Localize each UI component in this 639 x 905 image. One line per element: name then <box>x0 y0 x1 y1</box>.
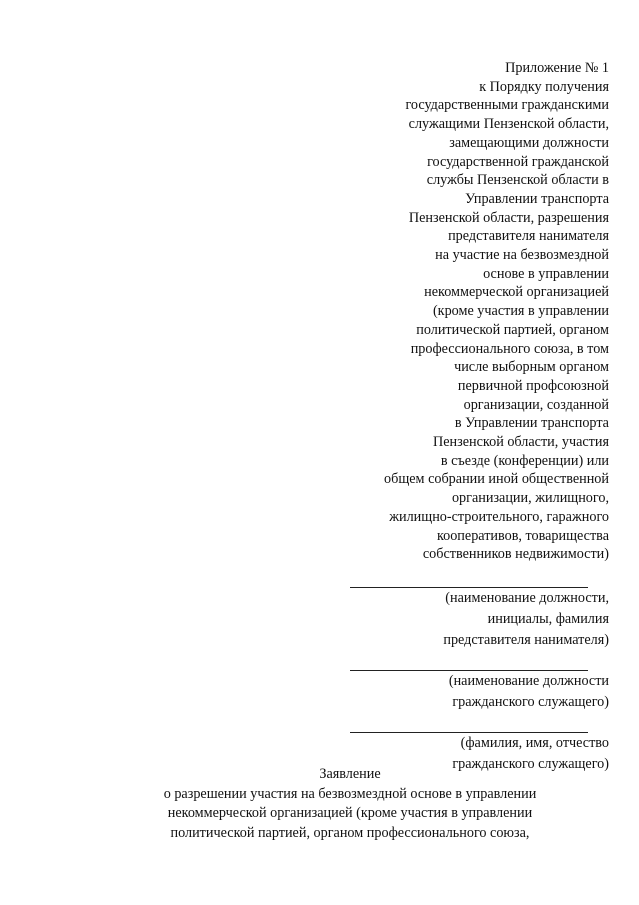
addressee-fields <box>309 571 609 775</box>
appendix-line: на участие на безвозмездной <box>435 247 609 264</box>
appendix-line: кооперативов, товарищества <box>436 527 609 544</box>
statement-line: политической партией, органом профессионального союза, <box>170 824 530 841</box>
employee-position-field <box>309 654 609 713</box>
appendix-line: служащими Пензенской области, <box>408 116 609 133</box>
appendix-line: в Управлении транспорта <box>454 415 609 432</box>
appendix-line: числе выборным органом <box>454 359 609 376</box>
appendix-line: собственников недвижимости) <box>422 546 609 563</box>
employee-name-blank-line[interactable] <box>350 716 588 733</box>
appendix-line: организации, жилищного, <box>451 490 609 507</box>
appendix-line: некоммерческой организацией <box>424 284 609 301</box>
appendix-line: первичной профсоюзной <box>457 377 609 394</box>
appendix-line: основе в управлении <box>483 265 609 282</box>
appendix-line: к Порядку получения <box>479 78 609 95</box>
caption-line: (наименование должности, <box>445 590 609 606</box>
employee-position-blank-line[interactable] <box>350 654 588 671</box>
appendix-line: политической партией, органом <box>416 321 609 338</box>
appendix-line: службы Пензенской области в <box>426 172 609 189</box>
appendix-line: жилищно-строительного, гаражного <box>389 508 609 525</box>
appendix-line: Управлении транспорта <box>465 190 609 207</box>
statement-line: некоммерческой организацией (кроме участия в управлении <box>167 805 533 821</box>
field-caption <box>309 588 609 651</box>
appendix-line: Пензенской области, разрешения <box>408 209 609 226</box>
appendix-line: организации, созданной <box>463 396 609 413</box>
appendix-line: Приложение № 1 <box>505 60 609 76</box>
appendix-line: профессионального союза, в том <box>410 340 609 357</box>
caption-line: (наименование должности <box>448 673 609 689</box>
caption-line: гражданского служащего) <box>452 694 609 710</box>
caption-line: (фамилия, имя, отчество <box>460 735 609 751</box>
statement-title: Заявление <box>319 766 381 782</box>
caption-line: инициалы, фамилия <box>487 611 609 627</box>
caption-line: гражданского служащего) <box>452 756 609 772</box>
statement-line: о разрешении участия на безвозмездной основе в управлении <box>163 785 537 802</box>
appendix-line: в съезде (конференции) или <box>440 452 609 469</box>
appendix-line: Пензенской области, участия <box>433 434 609 451</box>
employer-representative-field <box>309 571 609 651</box>
appendix-line: государственными гражданскими <box>405 97 609 114</box>
appendix-header <box>309 59 609 564</box>
employer-representative-blank-line[interactable] <box>350 571 588 588</box>
statement-heading <box>40 765 639 843</box>
appendix-line: представителя нанимателя <box>448 228 609 245</box>
caption-line: представителя нанимателя) <box>443 632 609 648</box>
appendix-line: (кроме участия в управлении <box>432 303 609 320</box>
appendix-line: государственной гражданской <box>427 153 609 170</box>
field-caption <box>309 671 609 713</box>
appendix-line: замещающими должности <box>449 134 609 151</box>
appendix-line: общем собрании иной общественной <box>384 471 609 488</box>
